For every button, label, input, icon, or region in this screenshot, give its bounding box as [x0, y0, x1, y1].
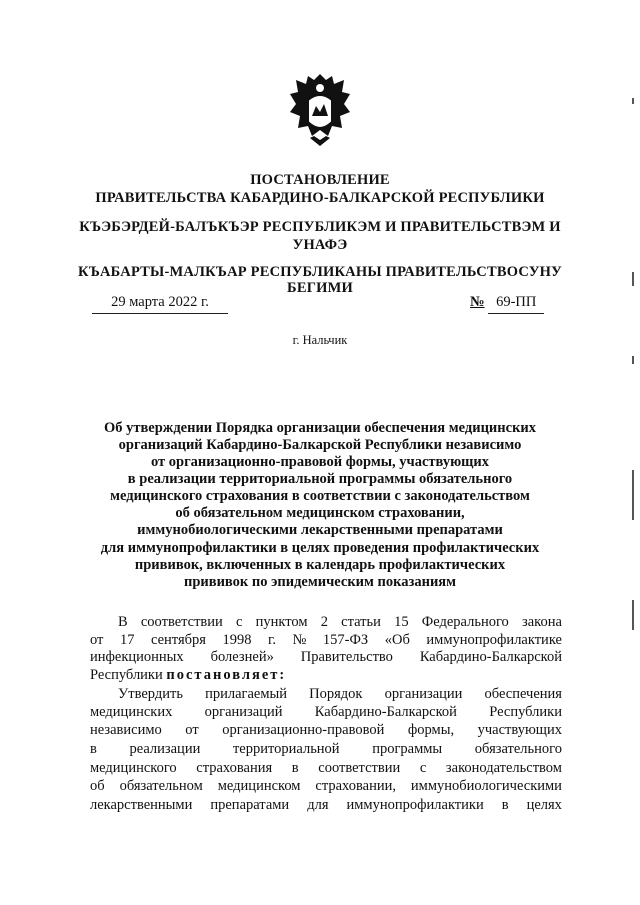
title-line: организаций Кабардино-Балкарской Республики независимо — [118, 437, 522, 453]
title-line: Об утверждении Порядка организации обеспечения медицинских — [103, 420, 537, 436]
coat-of-arms-icon — [286, 70, 354, 150]
number-value: 69-ПП — [488, 294, 544, 314]
scan-edge-mark — [632, 356, 634, 364]
document-date: 29 марта 2022 г. — [92, 294, 228, 314]
document-city: г. Нальчик — [292, 333, 348, 347]
title-line: прививок, включенных в календарь профилактических — [134, 557, 506, 573]
title-line: иммунобиологическими лекарственными препаратами — [137, 522, 503, 538]
body-line: лекарственными препаратами для иммунопрофилактики в целях — [90, 797, 562, 813]
title-line: для иммунопрофилактики в целях проведения профилактических — [100, 540, 540, 556]
document-number — [470, 294, 544, 314]
body-line: В соответствии с пунктом 2 статьи 15 Федерального закона — [118, 614, 562, 630]
body-line: от 17 сентября 1998 г. № 157-ФЗ «Об иммунопрофилактике — [90, 632, 562, 648]
issuer-heading-krc-line1: КЪАБАРТЫ-МАЛКЪАР РЕСПУБЛИКАНЫ ПРАВИТЕЛЬСТВОСУНУ — [78, 264, 562, 280]
issuer-heading-kbd-line2: УНАФЭ — [292, 237, 348, 253]
number-sign: № — [470, 294, 485, 310]
scan-edge-mark — [632, 600, 634, 630]
body-line: Утвердить прилагаемый Порядок организации обеспечения — [118, 686, 562, 702]
scan-edge-mark — [632, 98, 634, 104]
title-line: прививок по эпидемическим показаниям — [183, 574, 457, 590]
title-line: от организационно-правовой формы, участвующих — [150, 454, 490, 470]
doc-type-heading: ПОСТАНОВЛЕНИЕ — [250, 172, 390, 188]
title-line: медицинского страхования в соответствии с законодательством — [110, 488, 530, 504]
body-line: медицинских организаций Кабардино-Балкарской Республики — [90, 704, 562, 720]
issuer-heading-kbd-line1: КЪЭБЭРДЕЙ-БАЛЪКЪЭР РЕСПУБЛИКЭМ И ПРАВИТЕЛЬСТВЭМ И — [79, 219, 561, 235]
title-line: об обязательном медицинском страховании, — [175, 505, 465, 521]
scan-edge-mark — [632, 470, 634, 520]
body-line: в реализации территориальной программы обязательного — [90, 741, 562, 757]
issuer-heading-ru: ПРАВИТЕЛЬСТВА КАБАРДИНО-БАЛКАРСКОЙ РЕСПУБЛИКИ — [95, 190, 545, 206]
body-text: Республики — [90, 667, 163, 683]
resolution-keyword: постановляет: — [166, 667, 287, 683]
body-line: инфекционных болезней» Правительство Кабардино-Балкарской — [90, 649, 562, 665]
body-line: независимо от организационно-правовой формы, участвующих — [90, 722, 562, 738]
body-line: медицинского страхования в соответствии с законодательством — [90, 760, 562, 776]
body-line-resolution — [90, 667, 562, 684]
scan-edge-mark — [632, 272, 634, 286]
body-line: об обязательном медицинском страховании, иммунобиологическими — [90, 778, 562, 794]
issuer-heading-krc-line2: БЕГИМИ — [287, 280, 353, 296]
title-line: в реализации территориальной программы обязательного — [127, 471, 513, 487]
